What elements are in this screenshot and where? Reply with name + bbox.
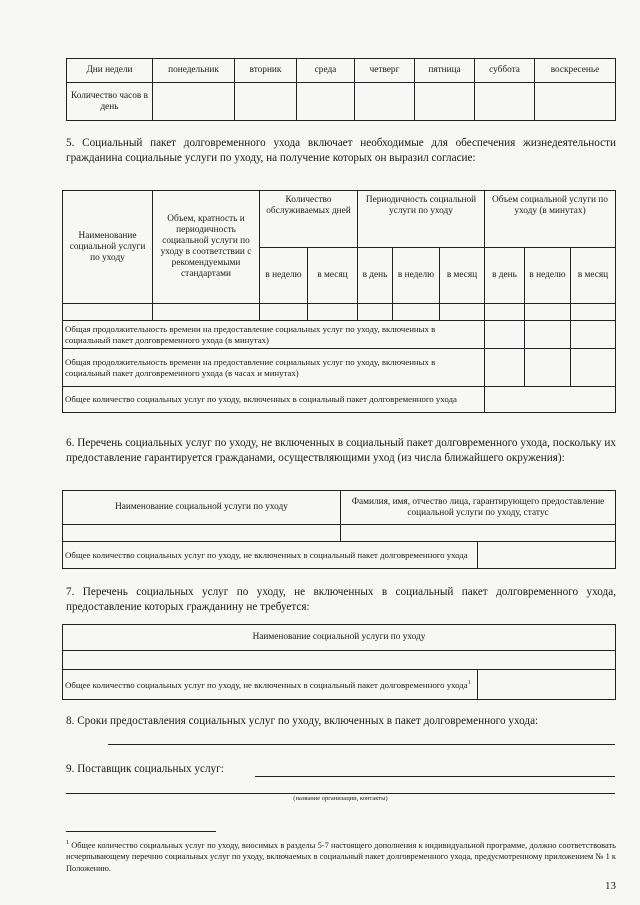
day-friday: пятница — [415, 59, 475, 83]
day-sunday: воскресенье — [535, 59, 616, 83]
col-service-name: Наименование социальной услуги по уходу — [63, 191, 153, 304]
empty-cell[interactable] — [485, 304, 525, 321]
empty-cell[interactable] — [63, 525, 341, 542]
total-minutes-month[interactable] — [571, 321, 616, 349]
day-thursday: четверг — [355, 59, 415, 83]
care-package-table — [62, 190, 616, 413]
hours-cell[interactable] — [355, 83, 415, 121]
empty-cell[interactable] — [571, 304, 616, 321]
page-number: 13 — [605, 880, 616, 892]
days-header-label: Дни недели — [67, 59, 153, 83]
section7-text: 7. Перечень социальных услуг по уходу, не включенных в социальный пакет долговременного ухода, предоставление которых гражданину не требуется: — [66, 586, 616, 613]
section8-line[interactable] — [108, 744, 615, 745]
section7-table — [62, 624, 616, 700]
footnote-marker: 1 — [467, 680, 471, 687]
section9-line-2[interactable] — [66, 793, 615, 794]
section9-line[interactable] — [255, 776, 615, 777]
empty-cell[interactable] — [393, 304, 440, 321]
footnote-text: Общее количество социальных услуг по уходу, вносимых в разделы 5-7 настоящего дополнения к индивидуальной программе, должно соответствовать исчерпывающему перечню социальных услуг по уходу, включаемых в социальный пакет долговременного ухода, предусмотренному приложением № 1 к Положению. — [66, 840, 616, 873]
day-tuesday: вторник — [235, 59, 297, 83]
section9-caption: (название организации, контакты) — [293, 795, 388, 802]
hours-cell[interactable] — [535, 83, 616, 121]
empty-cell[interactable] — [260, 304, 308, 321]
empty-cell[interactable] — [440, 304, 485, 321]
days-table — [66, 58, 616, 121]
sub-day: в день — [485, 248, 525, 304]
col-service-name: Наименование социальной услуги по уходу — [63, 625, 616, 651]
total-count-label: Общее количество социальных услуг по уходу, включенных в социальный пакет долговременного ухода — [63, 387, 485, 413]
section9-text: 9. Поставщик социальных услуг: — [66, 763, 224, 775]
section7-total-label — [63, 670, 478, 700]
col-service-name: Наименование социальной услуги по уходу — [63, 491, 341, 525]
total-minutes-day[interactable] — [485, 321, 525, 349]
total-hours-month[interactable] — [571, 349, 616, 387]
section8-text: 8. Сроки предоставления социальных услуг по уходу, включенных в пакет долговременного ухода: — [66, 715, 539, 727]
empty-cell[interactable] — [308, 304, 358, 321]
empty-cell[interactable] — [153, 304, 260, 321]
footnote-separator — [66, 831, 216, 832]
hours-cell[interactable] — [235, 83, 297, 121]
day-wednesday: среда — [297, 59, 355, 83]
col-guarantor: Фамилия, имя, отчество лица, гарантирующего предоставление социальной услуги по уходу, статус — [341, 491, 616, 525]
sub-week: в неделю — [393, 248, 440, 304]
footnote — [66, 838, 616, 874]
section6-text: 6. Перечень социальных услуг по уходу, не включенных в социальный пакет долговременного ухода, поскольку их предоставление гарантируется гражданами, осуществляющими уход (из числа ближайшего окружения): — [66, 437, 616, 464]
section6-table — [62, 490, 616, 569]
hours-cell[interactable] — [153, 83, 235, 121]
empty-cell[interactable] — [525, 304, 571, 321]
sub-month: в месяц — [308, 248, 358, 304]
day-monday: понедельник — [153, 59, 235, 83]
sub-month: в месяц — [440, 248, 485, 304]
section6-total-label: Общее количество социальных услуг по уходу, не включенных в социальный пакет долговременного ухода — [63, 542, 478, 569]
empty-cell[interactable] — [341, 525, 616, 542]
hours-cell[interactable] — [297, 83, 355, 121]
total-hours-day[interactable] — [485, 349, 525, 387]
sub-month: в месяц — [571, 248, 616, 304]
total-minutes-label: Общая продолжительность времени на предоставление социальных услуг по уходу, включенных в социальный пакет долговременного ухода (в минутах) — [63, 321, 485, 349]
empty-cell[interactable] — [358, 304, 393, 321]
hours-per-day-label: Количество часов в день — [67, 83, 153, 121]
sub-week: в неделю — [525, 248, 571, 304]
col-volume-minutes: Объем социальной услуги по уходу (в минутах) — [485, 191, 616, 248]
total-hours-label: Общая продолжительность времени на предоставление социальных услуг по уходу, включенных в социальный пакет долговременного ухода (в часах и минутах) — [63, 349, 485, 387]
total-count-value[interactable] — [485, 387, 616, 413]
col-days-served: Количество обслуживаемых дней — [260, 191, 358, 248]
section5-text: 5. Социальный пакет долговременного ухода включает необходимые для обеспечения жизнедеятельности гражданина социальные услуги по уходу, на получение которых он выразил согласие: — [66, 137, 616, 164]
section6-total-value[interactable] — [478, 542, 616, 569]
hours-cell[interactable] — [475, 83, 535, 121]
footnote-number: 1 — [66, 840, 69, 846]
empty-cell[interactable] — [63, 304, 153, 321]
sub-day: в день — [358, 248, 393, 304]
empty-cell[interactable] — [63, 651, 616, 670]
total-hours-week[interactable] — [525, 349, 571, 387]
section7-total-value[interactable] — [478, 670, 616, 700]
sub-week: в неделю — [260, 248, 308, 304]
section7-total-text: Общее количество социальных услуг по уходу, не включенных в социальный пакет долговременного ухода — [65, 680, 468, 691]
hours-cell[interactable] — [415, 83, 475, 121]
col-periodicity: Периодичность социальной услуги по уходу — [358, 191, 485, 248]
total-minutes-week[interactable] — [525, 321, 571, 349]
day-saturday: суббота — [475, 59, 535, 83]
col-volume: Объем, кратность и периодичность социальной услуги по уходу в соответствии с рекомендуемыми стандартами — [153, 191, 260, 304]
